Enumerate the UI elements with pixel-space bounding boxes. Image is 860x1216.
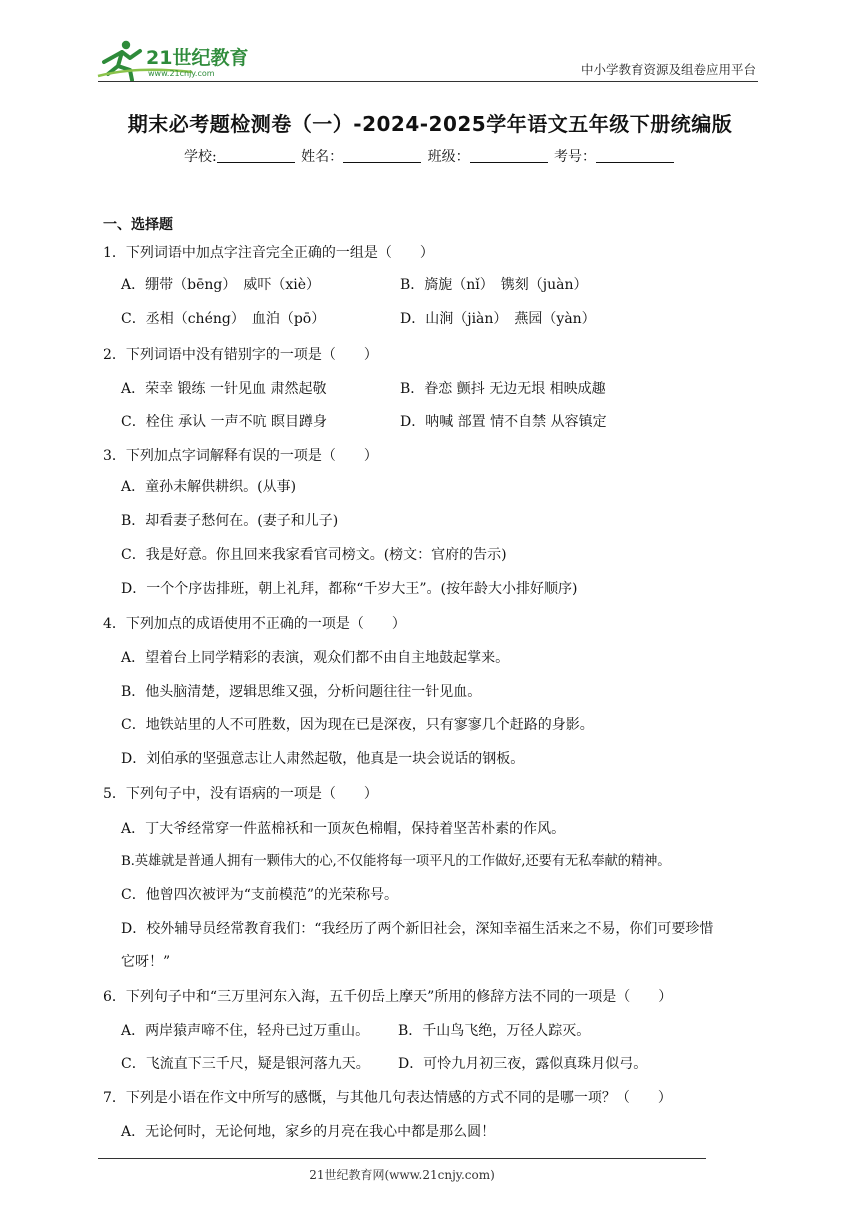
school-label: 学校: [183,149,217,165]
q1-option-d[interactable]: D．山涧（jiàn） 燕园（yàn） [400,311,596,327]
q6-option-b[interactable]: B．千山鸟飞绝，万径人踪灭。 [398,1023,591,1039]
q4-option-a[interactable]: A．望着台上同学精彩的表演，观众们都不由自主地鼓起掌来。 [121,650,510,666]
q7-option-a[interactable]: A．无论何时，无论何地，家乡的月亮在我心中都是那么圆！ [121,1124,496,1140]
student-info [0,146,860,166]
q5-option-d-continued: 它呀！” [121,954,171,970]
header-divider [98,81,758,82]
q2-option-b[interactable]: B．眷恋 颤抖 无边无垠 相映成趣 [400,381,606,397]
class-label: 班级： [427,149,470,165]
number-blank[interactable] [596,148,674,163]
q2-option-a[interactable]: A．荣幸 锻练 一针见血 肃然起敬 [121,381,327,397]
logo [96,36,266,82]
q4-option-c[interactable]: C．地铁站里的人不可胜数，因为现在已是深夜，只有寥寥几个赶路的身影。 [121,717,594,733]
question-1: 1．下列词语中加点字注音完全正确的一组是（ ） [103,245,434,261]
q5-option-d[interactable]: D．校外辅导员经常教育我们：“我经历了两个新旧社会，深知幸福生活来之不易，你们可要珍惜 [121,921,714,937]
q1-option-c[interactable]: C．丞相（chéng） 血泊（pō） [121,311,326,327]
q3-option-d[interactable]: D．一个个序齿排班，朝上礼拜，都称“千岁大王”。(按年龄大小排好顺序) [121,581,578,597]
q1-option-a[interactable]: A．绷带（bēng） 威吓（xiè） [121,277,320,293]
q6-option-a[interactable]: A．两岸猿声啼不住，轻舟已过万重山。 [121,1023,370,1039]
question-6: 6．下列句子中和“三万里河东入海，五千仞岳上摩天”所用的修辞方法不同的一项是（ ） [103,989,673,1005]
q5-option-c[interactable]: C．他曾四次被评为“支前模范”的光荣称号。 [121,887,399,903]
q3-option-a[interactable]: A．童孙未解供耕织。(从事) [121,479,297,495]
question-5: 5．下列句子中，没有语病的一项是（ ） [103,786,378,802]
footer-text[interactable]: 21世纪教育网(www.21cnjy.com) [309,1168,495,1182]
name-blank[interactable] [343,148,421,163]
q3-option-b[interactable]: B．却看妻子愁何在。(妻子和儿子) [121,513,339,529]
question-2: 2．下列词语中没有错别字的一项是（ ） [103,347,378,363]
class-blank[interactable] [470,148,548,163]
question-4: 4．下列加点的成语使用不正确的一项是（ ） [103,616,406,632]
q1-option-b[interactable]: B．旖旎（nǐ） 镌刻（juàn） [400,277,588,293]
q5-option-b[interactable]: B.英雄就是普通人拥有一颗伟大的心,不仅能将每一项平凡的工作做好,还要有无私奉献的精神。 [121,854,671,869]
q4-option-b[interactable]: B．他头脑清楚，逻辑思维又强，分析问题往往一针见血。 [121,684,482,700]
q5-option-a[interactable]: A．丁大爷经常穿一件蓝棉袄和一顶灰色棉帽，保持着坚苦朴素的作风。 [121,821,566,837]
number-label: 考号： [554,149,597,165]
logo-url: www.21cnjy.com [148,69,215,78]
q6-option-c[interactable]: C．飞流直下三千尺，疑是银河落九天。 [121,1056,370,1072]
name-label: 姓名： [301,149,344,165]
q4-option-d[interactable]: D．刘伯承的坚强意志让人肃然起敬，他真是一块会说话的钢板。 [121,751,525,767]
page-title: 期末必考题检测卷（一）-2024-2025学年语文五年级下册统编版 [127,112,733,136]
q6-option-d[interactable]: D．可怜九月初三夜，露似真珠月似弓。 [398,1056,648,1072]
section-heading: 一、选择题 [103,217,173,233]
q2-option-d[interactable]: D．呐喊 部置 情不自禁 从容镇定 [400,414,607,430]
school-blank[interactable] [217,148,295,163]
logo-title: 21世纪教育 [146,47,249,69]
question-7: 7．下列是小语在作文中所写的感慨，与其他几句表达情感的方式不同的是哪一项？（ ） [103,1090,672,1106]
platform-name: 中小学教育资源及组卷应用平台 [580,62,756,77]
question-3: 3．下列加点字词解释有误的一项是（ ） [103,448,378,464]
q3-option-c[interactable]: C．我是好意。你且回来我家看官司榜文。(榜文：官府的告示) [121,547,507,563]
footer-divider [98,1158,706,1159]
q2-option-c[interactable]: C．栓住 承认 一声不吭 瞑目蹲身 [121,414,328,430]
